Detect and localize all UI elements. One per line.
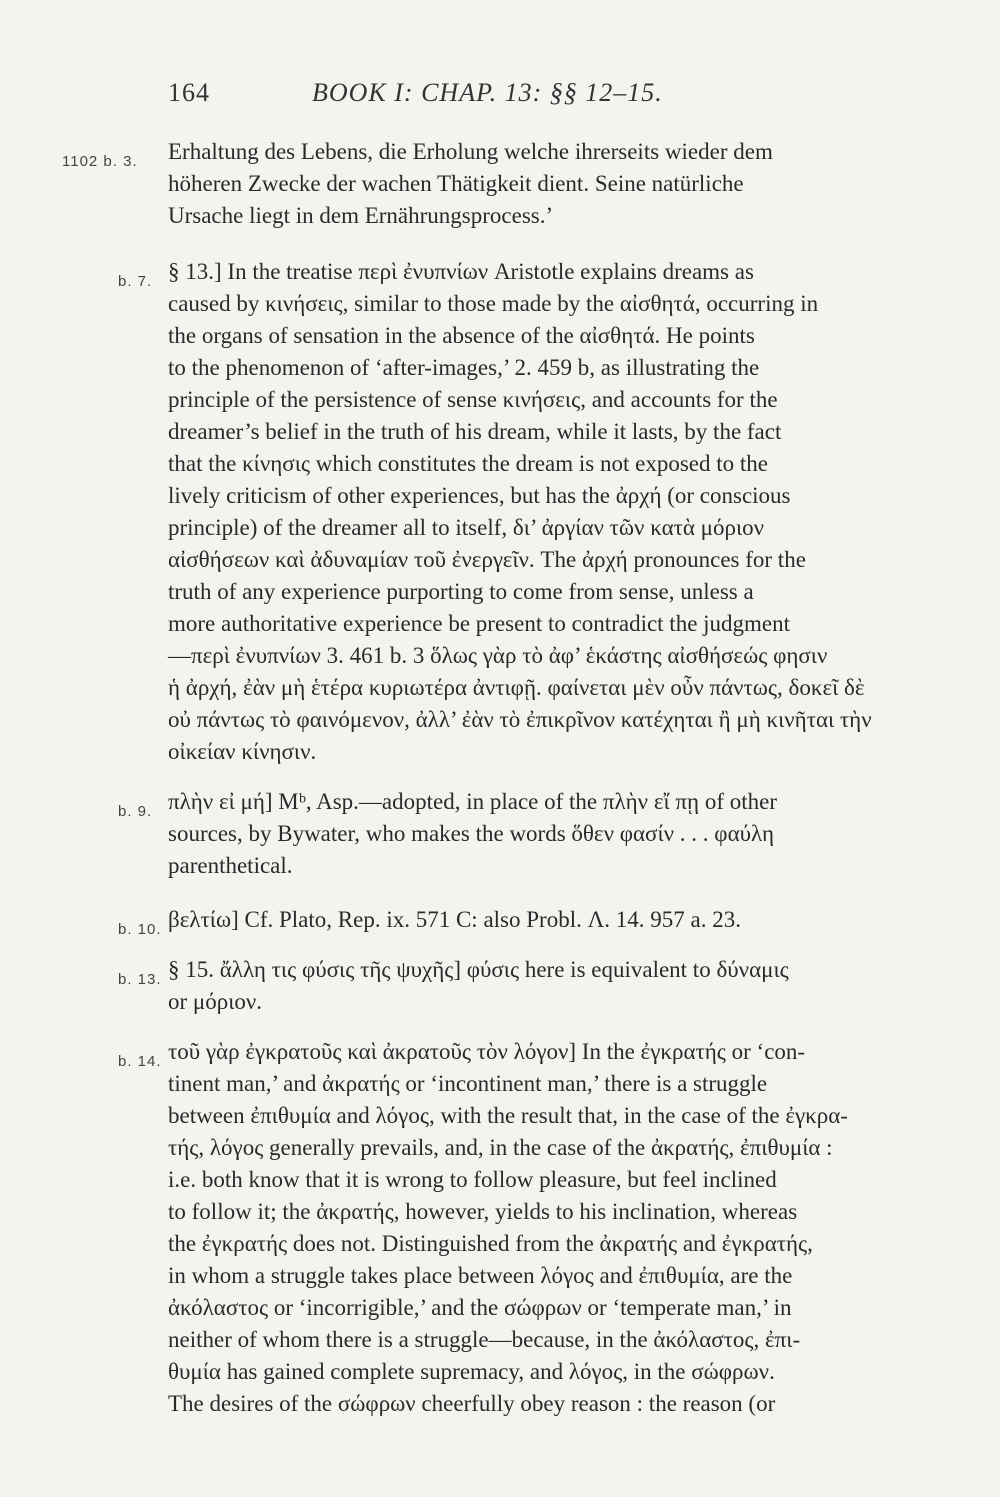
text-line: § 15. ἄλλη τις φύσις τῆς ψυχῆς] φύσις here is equivalent to δύναμις xyxy=(168,957,789,982)
text-line: θυμία has gained complete supremacy, and λόγος, in the σώφρων. xyxy=(168,1359,775,1384)
note-text xyxy=(168,256,913,768)
line-reference: b. 7. xyxy=(118,273,153,290)
text-line: dreamer’s belief in the truth of his dream, while it lasts, by the fact xyxy=(168,419,782,444)
text-line: tinent man,’ and ἀκρατής or ‘incontinent man,’ there is a struggle xyxy=(168,1071,768,1096)
text-line: between ἐπιθυμία and λόγος, with the result that, in the case of the ἐγκρα- xyxy=(168,1103,848,1128)
text-line: in whom a struggle takes place between λόγος and ἐπιθυμία, are the xyxy=(168,1263,793,1288)
line-reference: b. 14. xyxy=(118,1053,162,1070)
text-line: —περὶ ἐνυπνίων 3. 461 b. 3 ὅλως γὰρ τὸ ἀφ’ ἑκάστης αἰσθήσεώς φησιν xyxy=(168,643,828,668)
note-text xyxy=(168,1036,913,1420)
text-line: ἡ ἀρχή, ἐὰν μὴ ἑτέρα κυριωτέρα ἀντιφῇ. φαίνεται μὲν οὖν πάντως, δοκεῖ δὲ xyxy=(168,675,865,700)
line-reference: b. 10. xyxy=(118,921,162,938)
note-text xyxy=(168,136,913,232)
text-line: to follow it; the ἀκρατής, however, yields to his inclination, whereas xyxy=(168,1199,798,1224)
text-line: βελτίω] Cf. Plato, Rep. ix. 571 C: also Probl. Λ. 14. 957 a. 23. xyxy=(168,907,741,932)
text-line: principle of the persistence of sense κινήσεις, and accounts for the xyxy=(168,387,778,412)
text-line: οἰκείαν κίνησιν. xyxy=(168,739,317,764)
text-line: or μόριον. xyxy=(168,989,263,1014)
text-line: τοῦ γὰρ ἐγκρατοῦς καὶ ἀκρατοῦς τὸν λόγον] In the ἐγκρατής or ‘con- xyxy=(168,1039,806,1064)
text-line: caused by κινήσεις, similar to those made by the αἰσθητά, occurring in xyxy=(168,291,819,316)
text-line: truth of any experience purporting to come from sense, unless a xyxy=(168,579,754,604)
text-line: sources, by Bywater, who makes the words ὅθεν φασίν . . . φαύλη xyxy=(168,821,774,846)
text-line: i.e. both know that it is wrong to follow pleasure, but feel inclined xyxy=(168,1167,777,1192)
text-line: the ἐγκρατής does not. Distinguished from the ἀκρατής and ἐγκρατής, xyxy=(168,1231,813,1256)
text-line: more authoritative experience be present to contradict the judgment xyxy=(168,611,791,636)
page-number: 164 xyxy=(168,78,210,107)
text-line: to the phenomenon of ‘after-images,’ 2. 459 b, as illustrating the xyxy=(168,355,760,380)
note-text xyxy=(168,954,913,1018)
note-text xyxy=(168,786,913,882)
text-line: αἰσθήσεων καὶ ἀδυναμίαν τοῦ ἐνεργεῖν. The ἀρχή pronounces for the xyxy=(168,547,806,572)
text-line: πλὴν εἰ μή] Mᵇ, Asp.—adopted, in place of the πλὴν εἴ πῃ of other xyxy=(168,789,777,814)
text-line: Erhaltung des Lebens, die Erholung welche ihrerseits wieder dem xyxy=(168,139,773,164)
text-line: τής, λόγος generally prevails, and, in the case of the ἀκρατής, ἐπιθυμία : xyxy=(168,1135,833,1160)
chapter-title: BOOK I: CHAP. 13: §§ 12–15. xyxy=(312,78,663,107)
text-line: parenthetical. xyxy=(168,853,293,878)
note-text xyxy=(168,904,913,936)
line-reference: b. 13. xyxy=(118,971,162,988)
text-line: lively criticism of other experiences, but has the ἀρχή (or conscious xyxy=(168,483,791,508)
text-line: höheren Zwecke der wachen Thätigkeit dient. Seine natürliche xyxy=(168,171,744,196)
text-line: οὐ πάντως τὸ φαινόμενον, ἀλλ’ ἐὰν τὸ ἐπικρῖνον κατέχηται ἢ μὴ κινῆται τὴν xyxy=(168,707,872,732)
line-reference: b. 9. xyxy=(118,803,153,820)
text-line: principle) of the dreamer all to itself, δι’ ἀργίαν τῶν κατὰ μόριον xyxy=(168,515,765,540)
text-line: The desires of the σώφρων cheerfully obey reason : the reason (or xyxy=(168,1391,776,1416)
text-line: ἀκόλαστος or ‘incorrigible,’ and the σώφρων or ‘temperate man,’ in xyxy=(168,1295,792,1320)
text-line: that the κίνησις which constitutes the dream is not exposed to the xyxy=(168,451,768,476)
line-reference: 1102 b. 3. xyxy=(62,153,138,170)
text-line: Ursache liegt in dem Ernährungsprocess.’ xyxy=(168,203,554,228)
text-line: the organs of sensation in the absence of the αἰσθητά. He points xyxy=(168,323,755,348)
text-line: § 13.] In the treatise περὶ ἐνυπνίων Aristotle explains dreams as xyxy=(168,259,754,284)
text-line: neither of whom there is a struggle—because, in the ἀκόλαστος, ἐπι- xyxy=(168,1327,801,1352)
